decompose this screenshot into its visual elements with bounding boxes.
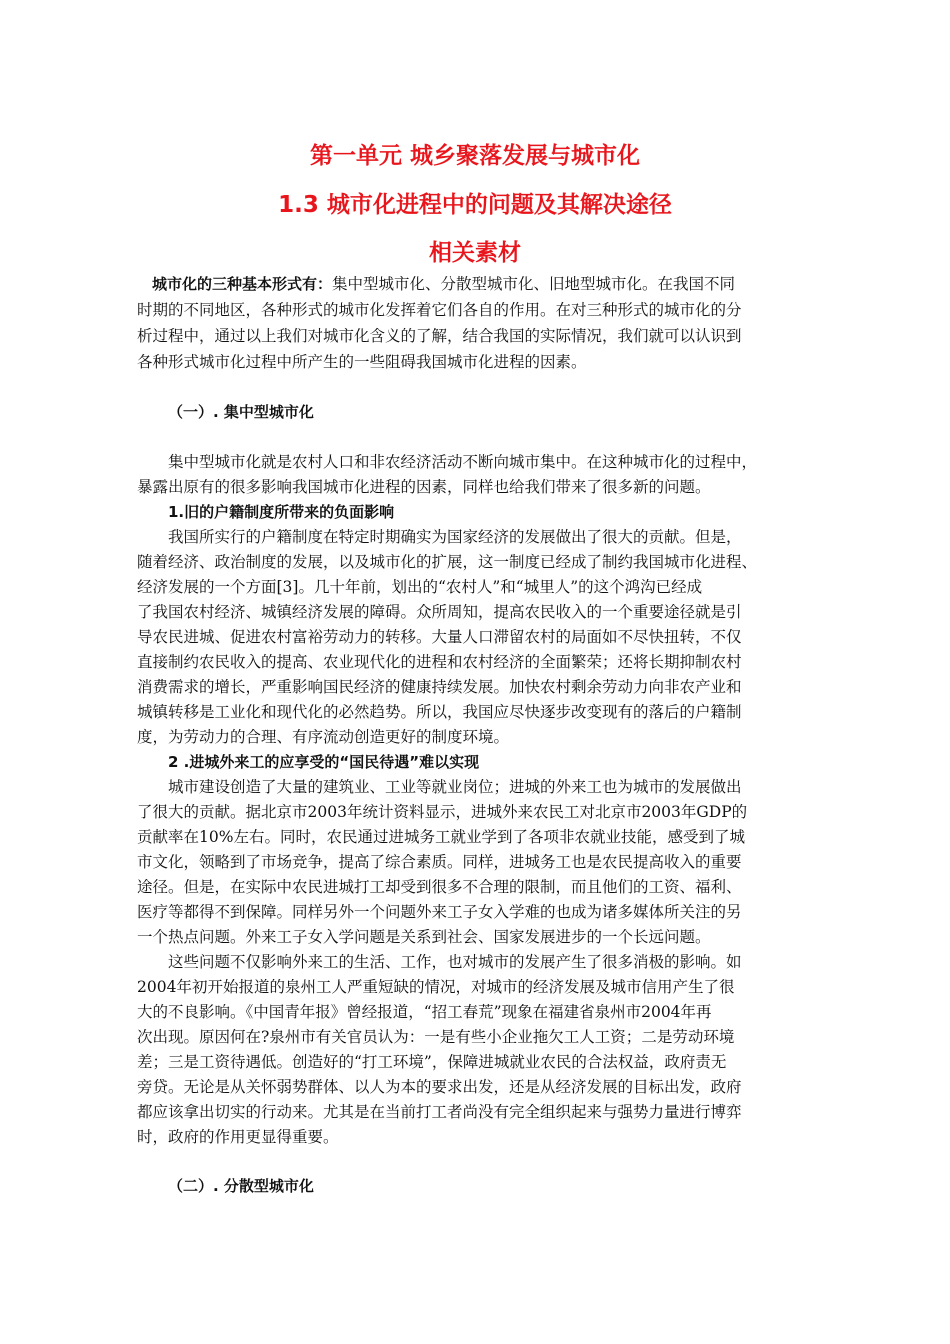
sec1-p2-line: 度，为劳动力的合理、有序流动创造更好的制度环境。 — [137, 728, 510, 746]
sec1-p3-line: 一个热点问题。外来工子女入学问题是关系到社会、国家发展进步的一个长远问题。 — [137, 928, 711, 946]
section-2-heading: （二）. 分散型城市化 — [168, 1177, 314, 1195]
material-title: 相关素材 — [429, 240, 521, 266]
sec1-p3-line: 了很大的贡献。据北京市2003年统计资料显示，进城外来农民工对北京市2003年GDP的 — [137, 803, 748, 821]
sec1-p2-line: 导农民进城、促进农村富裕劳动力的转移。大量人口滞留农村的局面如不尽快扭转，不仅 — [137, 628, 742, 646]
intro-line-2: 时期的不同地区，各种形式的城市化发挥着它们各自的作用。在对三种形式的城市化的分 — [137, 301, 742, 319]
sec1-p2-line: 我国所实行的户籍制度在特定时期确实为国家经济的发展做出了很大的贡献。但是， — [168, 528, 742, 546]
sec1-p3-line: 贡献率在10%左右。同时，农民通过进城务工就业学到了各项非农就业技能，感受到了城 — [137, 828, 745, 846]
intro-line-4: 各种形式城市化过程中所产生的一些阻碍我国城市化进程的因素。 — [137, 353, 587, 371]
subsection-1-heading: 1.旧的户籍制度所带来的负面影响 — [168, 503, 395, 521]
sec1-p4-line: 都应该拿出切实的行动来。尤其是在当前打工者尚没有完全组织起来与强势力量进行博弈 — [137, 1103, 742, 1121]
intro-lead: 城市化的三种基本形式有： — [152, 275, 333, 293]
intro-line-1 — [152, 274, 842, 294]
sec1-p4-line: 旁贷。无论是从关怀弱势群体、以人为本的要求出发，还是从经济发展的目标出发，政府 — [137, 1078, 742, 1096]
sec1-p2-line: 随着经济、政治制度的发展，以及城市化的扩展，这一制度已经成了制约我国城市化进程、 — [137, 553, 758, 571]
sec1-p4-line: 2004年初开始报道的泉州工人严重短缺的情况，对城市的经济发展及城市信用产生了很 — [137, 978, 735, 996]
sec1-p2-line: 消费需求的增长，严重影响国民经济的健康持续发展。加快农村剩余劳动力向非农产业和 — [137, 678, 742, 696]
sec1-p4-line: 差；三是工资待遇低。创造好的“打工环境”，保障进城就业农民的合法权益，政府责无 — [137, 1053, 727, 1071]
sec1-p3-line: 市文化，领略到了市场竞争，提高了综合素质。同样，进城务工也是农民提高收入的重要 — [137, 853, 742, 871]
sec1-p4-line: 大的不良影响。《中国青年报》曾经报道，“招工春荒”现象在福建省泉州市2004年再 — [137, 1003, 712, 1021]
section-title: 1.3 城市化进程中的问题及其解决途径 — [278, 192, 672, 218]
section-1-heading: （一）. 集中型城市化 — [168, 403, 314, 421]
sec1-p4-line: 次出现。原因何在?泉州市有关官员认为：一是有些小企业拖欠工人工资；二是劳动环境 — [137, 1028, 735, 1046]
sec1-p1-line-1: 集中型城市化就是农村人口和非农经济活动不断向城市集中。在这种城市化的过程中， — [168, 453, 758, 471]
sec1-p2-line: 了我国农村经济、城镇经济发展的障碍。众所周知，提高农民收入的一个重要途径就是引 — [137, 603, 742, 621]
sec1-p3-line: 医疗等都得不到保障。同样另外一个问题外来工子女入学难的也成为诸多媒体所关注的另 — [137, 903, 742, 921]
sec1-p3-line: 途径。但是，在实际中农民进城打工却受到很多不合理的限制，而且他们的工资、福利、 — [137, 878, 742, 896]
sec1-p4-line: 时，政府的作用更显得重要。 — [137, 1128, 339, 1146]
intro-line-1-rest: 集中型城市化、分散型城市化、旧地型城市化。在我国不同 — [332, 275, 736, 293]
subsection-2-heading: 2 .进城外来工的应享受的“国民待遇”难以实现 — [168, 753, 480, 771]
sec1-p1-line-2: 暴露出原有的很多影响我国城市化进程的因素，同样也给我们带来了很多新的问题。 — [137, 478, 711, 496]
intro-line-3: 析过程中，通过以上我们对城市化含义的了解，结合我国的实际情况，我们就可以认识到 — [137, 327, 742, 345]
sec1-p2-line: 城镇转移是工业化和现代化的必然趋势。所以，我国应尽快逐步改变现有的落后的户籍制 — [137, 703, 742, 721]
sec1-p2-line: 直接制约农民收入的提高、农业现代化的进程和农村经济的全面繁荣；还将长期抑制农村 — [137, 653, 742, 671]
sec1-p2-line: 经济发展的一个方面[3]。几十年前，划出的“农村人”和“城里人”的这个鸿沟已经成 — [137, 578, 703, 596]
unit-title: 第一单元 城乡聚落发展与城市化 — [309, 143, 640, 169]
sec1-p3-line: 城市建设创造了大量的建筑业、工业等就业岗位；进城的外来工也为城市的发展做出 — [168, 778, 742, 796]
sec1-p4-line: 这些问题不仅影响外来工的生活、工作，也对城市的发展产生了很多消极的影响。如 — [168, 953, 742, 971]
